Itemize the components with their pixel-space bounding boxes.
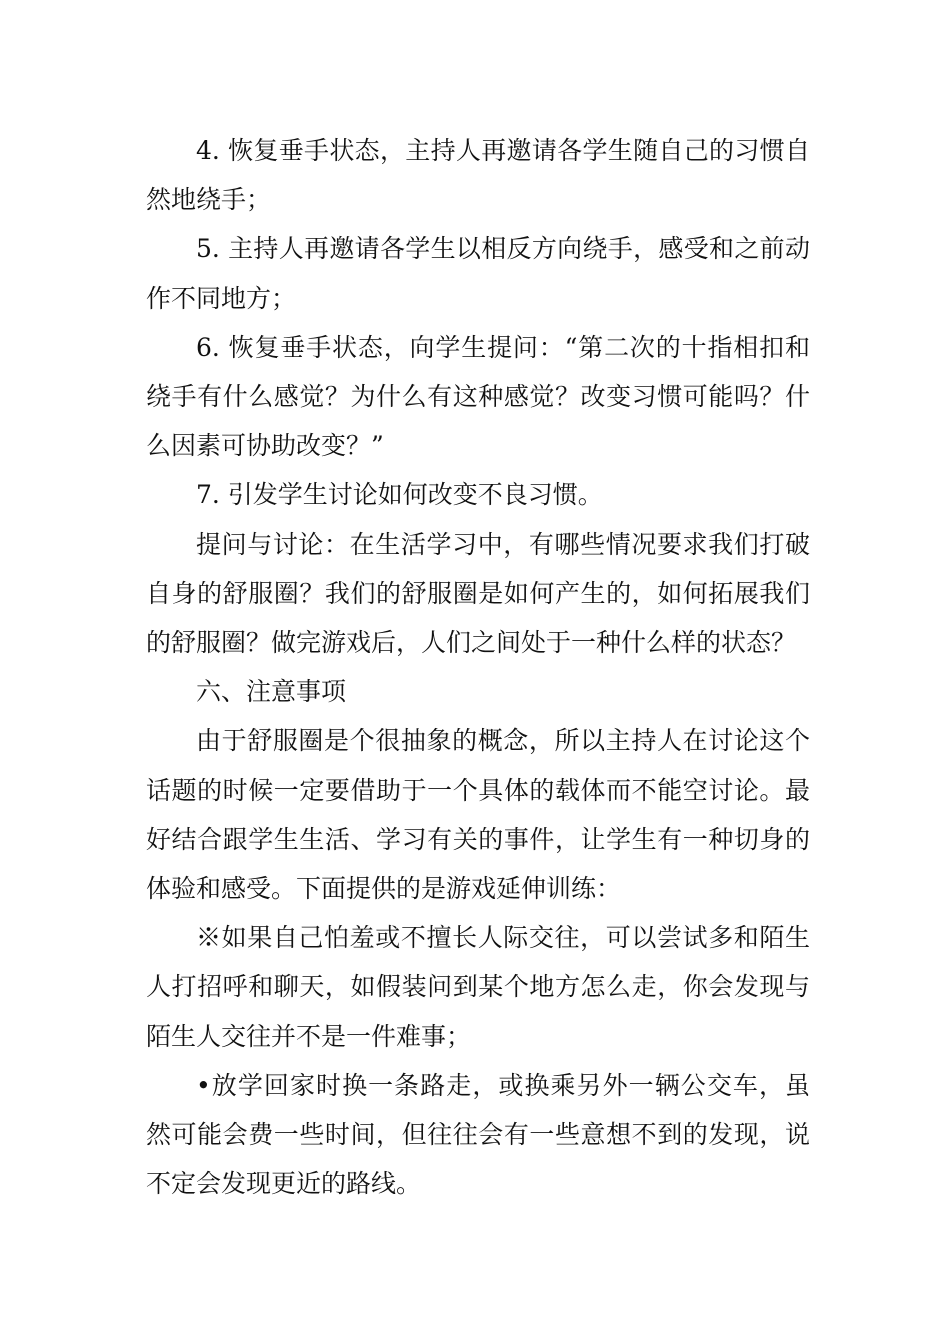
- notes-paragraph: 由于舒服圈是个很抽象的概念，所以主持人在讨论这个话题的时候一定要借助于一个具体的载体而不能空讨论。最好结合跟学生生活、学习有关的事件，让学生有一种切身的体验和感受。下面提供的是游戏延伸训练：: [146, 726, 810, 904]
- document-body: [146, 126, 810, 1208]
- step-7-paragraph: 7. 引发学生讨论如何改变不良习惯。: [196, 480, 603, 510]
- section-heading: 六、注意事项: [196, 677, 347, 707]
- extension-item-2: •放学回家时换一条路走，或换乘另外一辆公交车，虽然可能会费一些时间，但往往会有一些意想不到的发现，说不定会发现更近的路线。: [146, 1070, 810, 1199]
- step-4-paragraph: 4. 恢复垂手状态，主持人再邀请各学生随自己的习惯自然地绕手；: [146, 136, 810, 215]
- step-6-paragraph: 6. 恢复垂手状态，向学生提问：“第二次的十指相扣和绕手有什么感觉？为什么有这种感觉？改变习惯可能吗？什么因素可协助改变？”: [146, 332, 810, 461]
- step-5-paragraph: 5. 主持人再邀请各学生以相反方向绕手，感受和之前动作不同地方；: [146, 234, 810, 313]
- extension-item-1: ※如果自己怕羞或不擅长人际交往，可以尝试多和陌生人打招呼和聊天，如假装问到某个地方怎么走，你会发现与陌生人交往并不是一件难事；: [146, 923, 810, 1051]
- discussion-paragraph: 提问与讨论：在生活学习中，有哪些情况要求我们打破自身的舒服圈？我们的舒服圈是如何产生的，如何拓展我们的舒服圈？做完游戏后，人们之间处于一种什么样的状态？: [146, 529, 810, 658]
